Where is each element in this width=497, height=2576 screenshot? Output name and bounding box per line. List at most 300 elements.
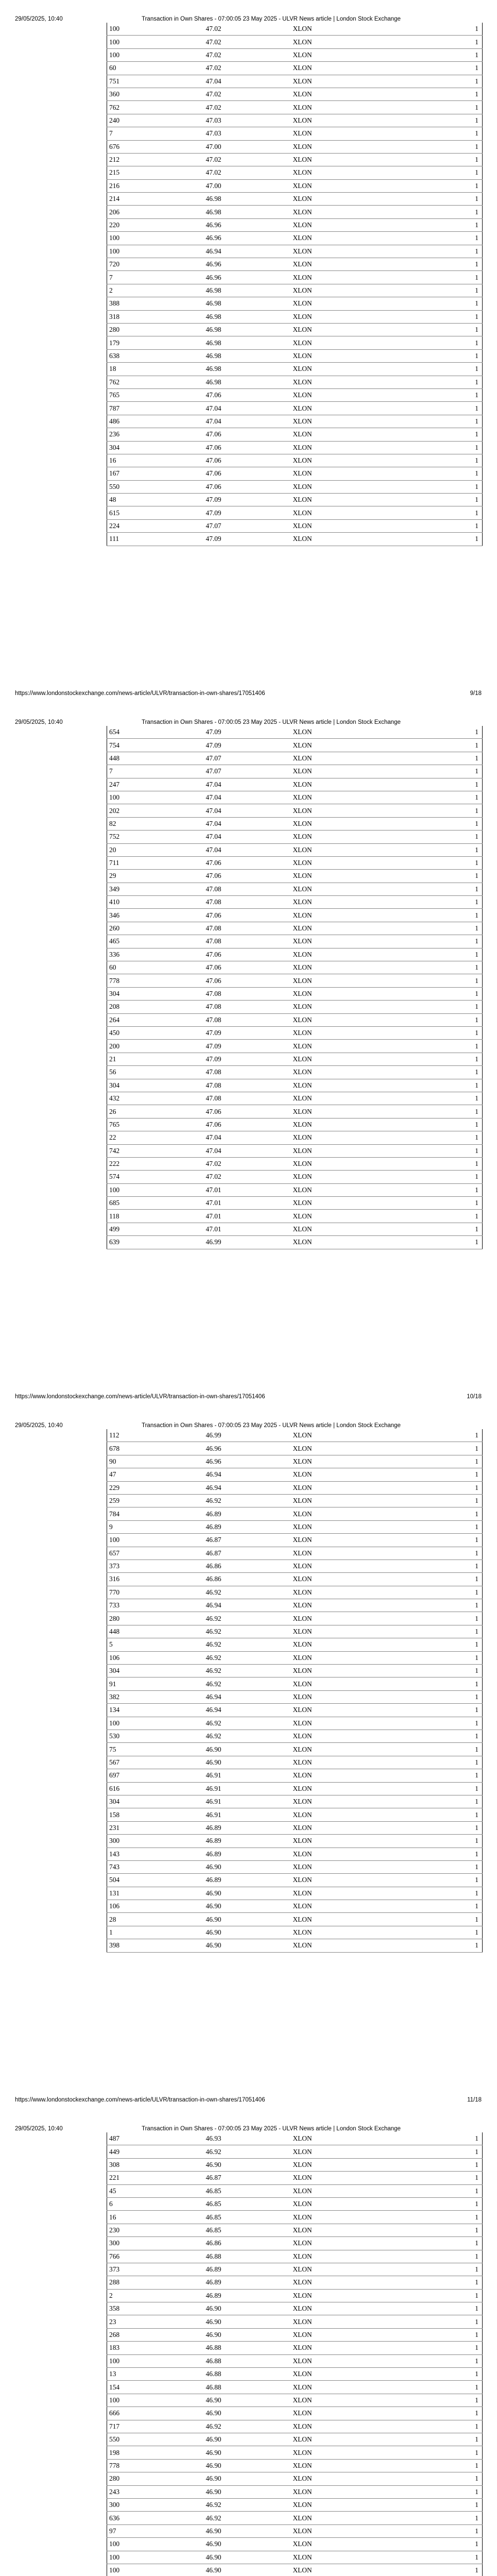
volume-cell: 28 — [107, 1913, 203, 1926]
volume-cell: 100 — [107, 2394, 203, 2406]
venue-cell: XLON — [277, 310, 386, 323]
volume-cell: 100 — [107, 245, 203, 258]
price-cell: 47.06 — [203, 961, 278, 974]
price-cell: 46.89 — [203, 2289, 278, 2302]
price-cell: 46.89 — [203, 1835, 278, 1848]
currency-cell: 1 — [386, 1573, 482, 1586]
volume-cell: 112 — [107, 1429, 203, 1442]
currency-cell: 1 — [386, 856, 482, 869]
venue-cell: XLON — [277, 2512, 386, 2524]
venue-cell: XLON — [277, 179, 386, 192]
price-cell: 46.90 — [203, 2315, 278, 2328]
currency-cell: 1 — [386, 2512, 482, 2524]
table-row — [107, 1730, 483, 1742]
table-row — [107, 1197, 483, 1210]
table-row — [107, 752, 483, 765]
currency-cell: 1 — [386, 2420, 482, 2433]
price-cell: 47.04 — [203, 415, 278, 428]
price-cell: 47.06 — [203, 441, 278, 454]
table-row — [107, 2302, 483, 2315]
transactions-table — [107, 726, 483, 1249]
volume-cell: 222 — [107, 1157, 203, 1170]
price-cell: 46.92 — [203, 1651, 278, 1664]
table-row — [107, 388, 483, 401]
currency-cell: 1 — [386, 402, 482, 415]
table-row — [107, 778, 483, 791]
volume-cell: 221 — [107, 2172, 203, 2184]
price-cell: 46.94 — [203, 1481, 278, 1494]
transactions-table — [107, 2132, 483, 2576]
table-row — [107, 467, 483, 480]
venue-cell: XLON — [277, 804, 386, 817]
venue-cell: XLON — [277, 1026, 386, 1039]
currency-cell: 1 — [386, 323, 482, 336]
currency-cell: 1 — [386, 2132, 482, 2145]
venue-cell: XLON — [277, 1756, 386, 1769]
volume-cell: 358 — [107, 2302, 203, 2315]
currency-cell: 1 — [386, 831, 482, 843]
price-cell: 47.09 — [203, 506, 278, 519]
source-url: https://www.londonstockexchange.com/news-article/ULVR/transaction-in-own-shares/17051406 — [15, 2097, 265, 2103]
price-cell: 46.92 — [203, 1638, 278, 1651]
table-row — [107, 1105, 483, 1118]
volume-cell: 373 — [107, 1560, 203, 1572]
table-row — [107, 258, 483, 271]
table-row — [107, 1677, 483, 1690]
table-row — [107, 441, 483, 454]
pdf-page — [0, 2110, 497, 2576]
venue-cell: XLON — [277, 1874, 386, 1887]
volume-cell: 550 — [107, 480, 203, 493]
price-cell: 46.91 — [203, 1782, 278, 1795]
price-cell: 46.90 — [203, 2485, 278, 2498]
price-cell: 46.98 — [203, 284, 278, 297]
table-row — [107, 1756, 483, 1769]
table-row — [107, 870, 483, 883]
currency-cell: 1 — [386, 1468, 482, 1481]
table-row — [107, 922, 483, 935]
price-cell: 47.00 — [203, 179, 278, 192]
venue-cell: XLON — [277, 1638, 386, 1651]
venue-cell: XLON — [277, 2472, 386, 2485]
venue-cell: XLON — [277, 1900, 386, 1913]
currency-cell: 1 — [386, 1210, 482, 1223]
table-row — [107, 1429, 483, 1442]
volume-cell: 770 — [107, 1586, 203, 1599]
venue-cell: XLON — [277, 2551, 386, 2564]
venue-cell: XLON — [277, 1677, 386, 1690]
venue-cell: XLON — [277, 1795, 386, 1808]
volume-cell: 48 — [107, 494, 203, 506]
table-row — [107, 114, 483, 127]
venue-cell: XLON — [277, 935, 386, 948]
currency-cell: 1 — [386, 1507, 482, 1520]
currency-cell: 1 — [386, 1743, 482, 1756]
volume-cell: 268 — [107, 2328, 203, 2341]
volume-cell: 499 — [107, 1223, 203, 1235]
volume-cell: 2 — [107, 284, 203, 297]
table-row — [107, 415, 483, 428]
currency-cell: 1 — [386, 2459, 482, 2472]
currency-cell: 1 — [386, 2184, 482, 2197]
pdf-page — [0, 1406, 497, 2110]
volume-cell: 2 — [107, 2289, 203, 2302]
venue-cell: XLON — [277, 922, 386, 935]
volume-cell: 208 — [107, 1001, 203, 1013]
price-cell: 47.06 — [203, 870, 278, 883]
currency-cell: 1 — [386, 140, 482, 153]
volume-cell: 784 — [107, 1507, 203, 1520]
venue-cell: XLON — [277, 428, 386, 441]
venue-cell: XLON — [277, 349, 386, 362]
currency-cell: 1 — [386, 909, 482, 922]
venue-cell: XLON — [277, 896, 386, 909]
table-row — [107, 48, 483, 61]
venue-cell: XLON — [277, 2368, 386, 2381]
venue-cell: XLON — [277, 36, 386, 48]
currency-cell: 1 — [386, 179, 482, 192]
volume-cell: 762 — [107, 101, 203, 114]
currency-cell: 1 — [386, 494, 482, 506]
table-row — [107, 1665, 483, 1677]
currency-cell: 1 — [386, 2485, 482, 2498]
venue-cell: XLON — [277, 2315, 386, 2328]
print-date: 29/05/2025, 10:40 — [15, 1422, 63, 1429]
price-cell: 46.94 — [203, 1468, 278, 1481]
currency-cell: 1 — [386, 2328, 482, 2341]
price-cell: 46.90 — [203, 1913, 278, 1926]
price-cell: 46.90 — [203, 2538, 278, 2551]
table-row — [107, 140, 483, 153]
price-cell: 47.06 — [203, 480, 278, 493]
currency-cell: 1 — [386, 2172, 482, 2184]
currency-cell: 1 — [386, 2551, 482, 2564]
price-cell: 46.94 — [203, 1704, 278, 1717]
currency-cell: 1 — [386, 62, 482, 75]
currency-cell: 1 — [386, 1625, 482, 1638]
currency-cell: 1 — [386, 36, 482, 48]
currency-cell: 1 — [386, 1808, 482, 1821]
venue-cell: XLON — [277, 752, 386, 765]
price-cell: 46.86 — [203, 2237, 278, 2250]
currency-cell: 1 — [386, 1026, 482, 1039]
table-row — [107, 1690, 483, 1703]
venue-cell: XLON — [277, 2446, 386, 2459]
price-cell: 47.09 — [203, 1040, 278, 1053]
currency-cell: 1 — [386, 376, 482, 388]
currency-cell: 1 — [386, 441, 482, 454]
volume-cell: 154 — [107, 2381, 203, 2394]
price-cell: 47.08 — [203, 1013, 278, 1026]
price-cell: 46.94 — [203, 1599, 278, 1612]
currency-cell: 1 — [386, 1455, 482, 1468]
volume-cell: 26 — [107, 1105, 203, 1118]
volume-cell: 639 — [107, 1236, 203, 1249]
currency-cell: 1 — [386, 791, 482, 804]
venue-cell: XLON — [277, 2342, 386, 2354]
table-row — [107, 1599, 483, 1612]
currency-cell: 1 — [386, 1756, 482, 1769]
table-row — [107, 1939, 483, 1952]
table-row — [107, 935, 483, 948]
volume-cell: 22 — [107, 1131, 203, 1144]
price-cell: 46.90 — [203, 2551, 278, 2564]
volume-cell: 765 — [107, 1118, 203, 1131]
price-cell: 47.06 — [203, 974, 278, 987]
price-cell: 47.02 — [203, 88, 278, 100]
price-cell: 46.92 — [203, 1625, 278, 1638]
venue-cell: XLON — [277, 1625, 386, 1638]
venue-cell: XLON — [277, 1066, 386, 1079]
price-cell: 46.94 — [203, 1690, 278, 1703]
price-cell: 47.01 — [203, 1197, 278, 1210]
volume-cell: 300 — [107, 2498, 203, 2511]
table-row — [107, 428, 483, 441]
volume-cell: 23 — [107, 2315, 203, 2328]
currency-cell: 1 — [386, 415, 482, 428]
table-row — [107, 1210, 483, 1223]
table-row — [107, 506, 483, 519]
venue-cell: XLON — [277, 2354, 386, 2367]
volume-cell: 236 — [107, 428, 203, 441]
volume-cell: 654 — [107, 726, 203, 739]
volume-cell: 216 — [107, 179, 203, 192]
volume-cell: 13 — [107, 2368, 203, 2381]
table-row — [107, 2145, 483, 2158]
venue-cell: XLON — [277, 2564, 386, 2576]
volume-cell: 90 — [107, 1455, 203, 1468]
table-row — [107, 2354, 483, 2367]
volume-cell: 29 — [107, 870, 203, 883]
currency-cell: 1 — [386, 519, 482, 532]
venue-cell: XLON — [277, 2276, 386, 2289]
price-cell: 46.90 — [203, 1939, 278, 1952]
price-cell: 47.04 — [203, 843, 278, 856]
venue-cell: XLON — [277, 2381, 386, 2394]
venue-cell: XLON — [277, 193, 386, 206]
table-row — [107, 2368, 483, 2381]
table-row — [107, 1848, 483, 1860]
table-row — [107, 494, 483, 506]
price-cell: 46.99 — [203, 1236, 278, 1249]
price-cell: 47.04 — [203, 75, 278, 88]
currency-cell: 1 — [386, 101, 482, 114]
venue-cell: XLON — [277, 166, 386, 179]
venue-cell: XLON — [277, 114, 386, 127]
price-cell: 46.96 — [203, 1442, 278, 1455]
currency-cell: 1 — [386, 1118, 482, 1131]
venue-cell: XLON — [277, 1157, 386, 1170]
table-row — [107, 1743, 483, 1756]
currency-cell: 1 — [386, 987, 482, 1000]
price-cell: 47.06 — [203, 454, 278, 467]
price-cell: 46.96 — [203, 271, 278, 284]
price-cell: 47.02 — [203, 166, 278, 179]
volume-cell: 487 — [107, 2132, 203, 2145]
table-row — [107, 1040, 483, 1053]
volume-cell: 5 — [107, 1638, 203, 1651]
currency-cell: 1 — [386, 2158, 482, 2171]
venue-cell: XLON — [277, 1236, 386, 1249]
price-cell: 47.04 — [203, 402, 278, 415]
table-row — [107, 1717, 483, 1730]
venue-cell: XLON — [277, 48, 386, 61]
currency-cell: 1 — [386, 1197, 482, 1210]
table-row — [107, 1808, 483, 1821]
currency-cell: 1 — [386, 467, 482, 480]
currency-cell: 1 — [386, 1520, 482, 1533]
table-row — [107, 1144, 483, 1157]
table-row — [107, 896, 483, 909]
venue-cell: XLON — [277, 2394, 386, 2406]
price-cell: 47.08 — [203, 1092, 278, 1105]
volume-cell: 567 — [107, 1756, 203, 1769]
venue-cell: XLON — [277, 1001, 386, 1013]
price-cell: 47.04 — [203, 817, 278, 830]
price-cell: 47.00 — [203, 140, 278, 153]
table-row — [107, 349, 483, 362]
currency-cell: 1 — [386, 1638, 482, 1651]
volume-cell: 7 — [107, 765, 203, 778]
price-cell: 47.06 — [203, 1105, 278, 1118]
venue-cell: XLON — [277, 1808, 386, 1821]
currency-cell: 1 — [386, 1001, 482, 1013]
currency-cell: 1 — [386, 310, 482, 323]
volume-cell: 448 — [107, 752, 203, 765]
page-title: Transaction in Own Shares - 07:00:05 23 May 2025 - ULVR News article | London Stock Exchange — [142, 1422, 401, 1429]
price-cell: 46.92 — [203, 1717, 278, 1730]
volume-cell: 183 — [107, 2342, 203, 2354]
price-cell: 46.88 — [203, 2381, 278, 2394]
price-cell: 47.02 — [203, 48, 278, 61]
volume-cell: 711 — [107, 856, 203, 869]
venue-cell: XLON — [277, 1040, 386, 1053]
volume-cell: 7 — [107, 127, 203, 140]
volume-cell: 666 — [107, 2407, 203, 2420]
currency-cell: 1 — [386, 1442, 482, 1455]
price-cell: 46.93 — [203, 2132, 278, 2145]
table-row — [107, 88, 483, 100]
print-date: 29/05/2025, 10:40 — [15, 2126, 63, 2132]
price-cell: 47.07 — [203, 752, 278, 765]
table-row — [107, 1651, 483, 1664]
table-row — [107, 1183, 483, 1196]
price-cell: 47.04 — [203, 831, 278, 843]
currency-cell: 1 — [386, 765, 482, 778]
table-row — [107, 1782, 483, 1795]
currency-cell: 1 — [386, 1066, 482, 1079]
print-date: 29/05/2025, 10:40 — [15, 16, 63, 22]
price-cell: 47.04 — [203, 1131, 278, 1144]
volume-cell: 304 — [107, 987, 203, 1000]
currency-cell: 1 — [386, 752, 482, 765]
price-cell: 46.85 — [203, 2224, 278, 2236]
table-row — [107, 817, 483, 830]
volume-cell: 100 — [107, 2538, 203, 2551]
volume-cell: 616 — [107, 1782, 203, 1795]
table-row — [107, 2472, 483, 2485]
currency-cell: 1 — [386, 1079, 482, 1092]
currency-cell: 1 — [386, 23, 482, 36]
volume-cell: 231 — [107, 1821, 203, 1834]
table-row — [107, 765, 483, 778]
price-cell: 46.92 — [203, 2498, 278, 2511]
table-row — [107, 974, 483, 987]
venue-cell: XLON — [277, 1105, 386, 1118]
table-row — [107, 2433, 483, 2446]
currency-cell: 1 — [386, 896, 482, 909]
volume-cell: 47 — [107, 1468, 203, 1481]
price-cell: 47.02 — [203, 153, 278, 166]
volume-cell: 349 — [107, 883, 203, 895]
table-row — [107, 2184, 483, 2197]
volume-cell: 733 — [107, 1599, 203, 1612]
table-row — [107, 179, 483, 192]
venue-cell: XLON — [277, 1455, 386, 1468]
currency-cell: 1 — [386, 778, 482, 791]
table-row — [107, 843, 483, 856]
currency-cell: 1 — [386, 1040, 482, 1053]
currency-cell: 1 — [386, 336, 482, 349]
venue-cell: XLON — [277, 467, 386, 480]
volume-cell: 198 — [107, 2446, 203, 2459]
price-cell: 46.98 — [203, 206, 278, 218]
venue-cell: XLON — [277, 1704, 386, 1717]
table-row — [107, 2132, 483, 2145]
currency-cell: 1 — [386, 2342, 482, 2354]
volume-cell: 56 — [107, 1066, 203, 1079]
table-row — [107, 1874, 483, 1887]
volume-cell: 230 — [107, 2224, 203, 2236]
volume-cell: 336 — [107, 948, 203, 961]
transactions-table — [107, 1429, 483, 1953]
venue-cell: XLON — [277, 2485, 386, 2498]
volume-cell: 300 — [107, 2237, 203, 2250]
table-row — [107, 1481, 483, 1494]
venue-cell: XLON — [277, 258, 386, 271]
venue-cell: XLON — [277, 2433, 386, 2446]
currency-cell: 1 — [386, 2250, 482, 2263]
currency-cell: 1 — [386, 1144, 482, 1157]
venue-cell: XLON — [277, 1547, 386, 1560]
volume-cell: 212 — [107, 153, 203, 166]
price-cell: 47.04 — [203, 804, 278, 817]
price-cell: 46.90 — [203, 2433, 278, 2446]
currency-cell: 1 — [386, 533, 482, 546]
table-row — [107, 1013, 483, 1026]
currency-cell: 1 — [386, 153, 482, 166]
price-cell: 46.91 — [203, 1808, 278, 1821]
volume-cell: 465 — [107, 935, 203, 948]
venue-cell: XLON — [277, 1860, 386, 1873]
venue-cell: XLON — [277, 245, 386, 258]
table-row — [107, 271, 483, 284]
price-cell: 47.09 — [203, 533, 278, 546]
table-row — [107, 310, 483, 323]
table-row — [107, 987, 483, 1000]
table-row — [107, 323, 483, 336]
currency-cell: 1 — [386, 1887, 482, 1900]
volume-cell: 100 — [107, 2354, 203, 2367]
currency-cell: 1 — [386, 739, 482, 752]
venue-cell: XLON — [277, 843, 386, 856]
currency-cell: 1 — [386, 2145, 482, 2158]
price-cell: 46.85 — [203, 2184, 278, 2197]
venue-cell: XLON — [277, 402, 386, 415]
price-cell: 47.06 — [203, 948, 278, 961]
price-cell: 47.08 — [203, 883, 278, 895]
price-cell: 46.86 — [203, 1573, 278, 1586]
